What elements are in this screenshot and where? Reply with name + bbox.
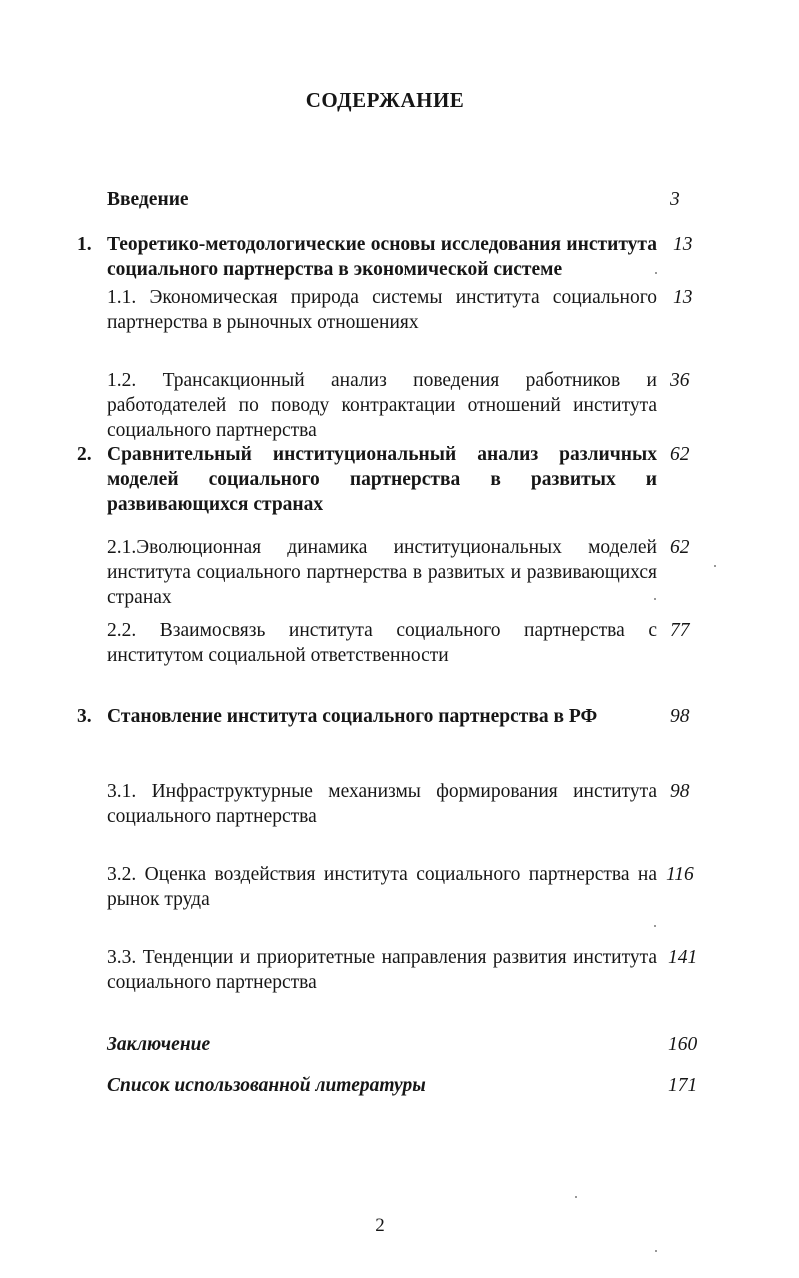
toc-chapter-3-number: 3. <box>77 706 92 727</box>
toc-chapter-2-title: Сравнительный институциональный анализ различных моделей социального партнерства в развитых и развивающихся странах <box>107 444 657 515</box>
toc-title: СОДЕРЖАНИЕ <box>305 88 465 112</box>
toc-section-3-3-title: 3.3. Тенденции и приоритетные направления развития института социального партнерства <box>107 947 657 993</box>
toc-section-1-2-title: 1.2. Трансакционный анализ поведения работников и работодателей по поводу контрактации отношений института социального партнерства <box>107 370 657 441</box>
toc-section-3-3[interactable] <box>0 945 799 997</box>
toc-section-1-2[interactable] <box>0 368 799 444</box>
scan-speck <box>655 1250 657 1252</box>
toc-chapter-2[interactable] <box>0 442 799 518</box>
toc-intro-page: 3 <box>670 189 680 210</box>
toc-section-2-2[interactable] <box>0 618 799 670</box>
toc-chapter-3-title: Становление института социального партнерства в РФ <box>107 706 598 727</box>
toc-section-2-2-page: 77 <box>670 620 690 641</box>
toc-references-label: Список использованной литературы <box>107 1075 426 1096</box>
toc-section-3-1-title: 3.1. Инфраструктурные механизмы формирования института социального партнерства <box>107 781 657 827</box>
toc-chapter-2-page: 62 <box>670 444 690 465</box>
toc-section-1-1-page: 13 <box>673 287 693 308</box>
toc-chapter-1-title: Теоретико-методологические основы исследования института социального партнерства в экономической системе <box>107 234 657 280</box>
toc-chapter-1-page: 13 <box>673 234 693 255</box>
toc-chapter-1-number: 1. <box>77 234 92 255</box>
toc-section-3-1[interactable] <box>0 779 799 831</box>
toc-intro-label: Введение <box>107 189 189 210</box>
toc-chapter-1[interactable] <box>0 232 799 284</box>
toc-chapter-3-page: 98 <box>670 706 690 727</box>
toc-references-page: 171 <box>668 1075 698 1096</box>
toc-conclusion-label: Заключение <box>107 1034 211 1055</box>
scan-speck <box>654 598 656 600</box>
toc-section-2-1-title: 2.1.Эволюционная динамика институциональных моделей института социального партнерства в развитых и развивающихся странах <box>107 537 657 608</box>
toc-section-1-1-title: 1.1. Экономическая природа системы института социального партнерства в рыночных отношениях <box>107 287 657 333</box>
toc-section-3-2-page: 116 <box>666 864 694 885</box>
toc-section-3-2-title: 3.2. Оценка воздействия института социального партнерства на рынок труда <box>107 864 657 910</box>
page-number: 2 <box>375 1215 385 1236</box>
toc-section-3-3-page: 141 <box>668 947 698 968</box>
toc-entry-conclusion[interactable] <box>0 1032 799 1062</box>
toc-section-3-2[interactable] <box>0 862 799 914</box>
toc-chapter-3[interactable] <box>0 704 799 734</box>
toc-entry-intro[interactable] <box>0 187 799 217</box>
scan-speck <box>654 925 656 927</box>
toc-section-3-1-page: 98 <box>670 781 690 802</box>
toc-chapter-2-number: 2. <box>77 444 92 465</box>
scan-speck <box>655 272 657 274</box>
scan-speck <box>714 565 716 567</box>
toc-section-2-1[interactable] <box>0 535 799 611</box>
toc-section-2-2-title: 2.2. Взаимосвязь института социального партнерства с институтом социальной ответственности <box>107 620 657 666</box>
toc-entry-references[interactable] <box>0 1073 799 1103</box>
scan-speck <box>575 1196 577 1198</box>
toc-section-2-1-page: 62 <box>670 537 690 558</box>
toc-section-1-1[interactable] <box>0 285 799 337</box>
toc-section-1-2-page: 36 <box>670 370 690 391</box>
toc-conclusion-page: 160 <box>668 1034 698 1055</box>
